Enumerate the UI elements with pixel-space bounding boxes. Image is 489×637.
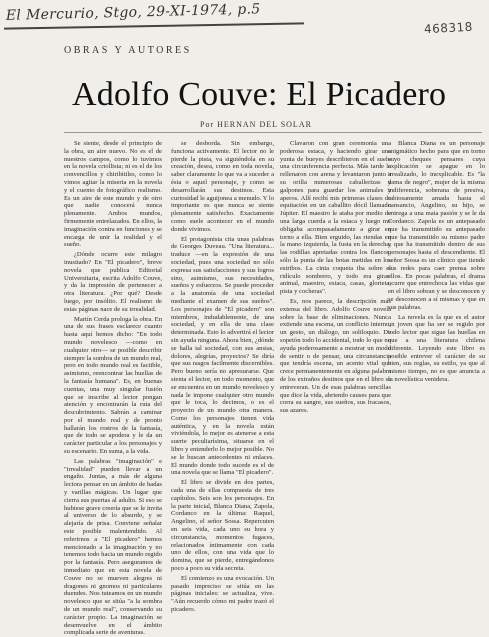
paragraph: Las palabras "imaginación" e "irrealidad" pueden llevar a un engaño. Juntas, a más de alguna lectora pensar en un ámbito de hadas y varillas mágicas. Un lugar que cierra sus puertas al adulto. Si eso se hubiese grave creería que se le invita al universo de lo absurdo, y se alejaría de prisa. Conviene señalar este posible malentendido. Al referirnos a "El picadero" hemos mencionado a la imaginación y no tenemos todo hacia un mundo regido por la fantasía. Pero aseguramos de inmediato que en esta novela de Couve no se mueven alegres ni dragones ni gnomos ni particulares duendes. Nos tuteamos en un mundo novelesco que se sitúa "a la sombra de un mundo real", conservando su carácter propio. La imaginación se desenvuelve en el ámbito complicada serie de aventuras. xyxy=(64,457,162,637)
article-column-4 xyxy=(388,140,485,600)
handwritten-source-note: El Mercurio, Stgo, 29-XI-1974, p.5 xyxy=(5,1,261,24)
paragraph: ¿Dónde ocurre este milagro inusitado? En "El picadero", breve novela que publica Editorial Universitaria, escrita Adolfo Couve, y da la impresión de pertenecer a otra literatura. ¿Por qué? Desde luego, por insólito. El realismo de estas páginas nace de su irrealidad. xyxy=(64,251,162,313)
article-byline: Por HERNAN DEL SOLAR xyxy=(200,120,312,129)
article-column-2 xyxy=(171,140,274,614)
article-column-1 xyxy=(64,140,162,637)
paragraph: Es, nos parece, la descripción más extensa del libro. Adolfo Couve novela sobre la base de eliminaciones. Nunca extiende una escena, un conflicto interno, un gesto, un diálogo, un soliloquio. De sopetón todo lo accidental, todo lo que no ayuda poderosamente a mostrar un modo de sentir o de pensar, una circunstancia que tendría escena, un acento vital que crece permanentemente en alguna palabra de los extraños destinos que en el libro se entreveran. Un de esas palabras sencillas que dice la vida, abriendo causes para que corra su sangre, sus sueños, sus fracasos, sus azares. xyxy=(280,297,391,415)
article-column-3 xyxy=(280,140,391,600)
paragraph: Martín Cerda prologa la obra. En una de sus frases esclarece cuanto hasta aquí hemos dicho: "En todo mundo novelesco —como en cualquier otro— se posible describir siempre la sombra de un mundo real, pero en todo mundo real es factible, asimismo, reencontrar las huellas de la fantasía humana". Es, en buenas cuentas, una muy singular fusión que se inscribe al lector pongan atención y encontrarán la ruta del descubrimiento. Sabrán a caminar por el mundo real y de pronto hallarán los rostros de la fantasía, que de todo se apodera y le da un carácter particular a los personajes y su escenario. En suma, a la vida. xyxy=(64,315,162,456)
paragraph: El comienzo es una evocación. Un pasado impreciso se sitúa en las páginas iniciales: se actualiza, vive. "Aún recuerdo cómo mi padre trazó el picadero. xyxy=(171,574,274,614)
archive-number-stamp: 468318 xyxy=(423,19,474,37)
title-divider xyxy=(64,132,482,133)
paragraph: Se siente, desde el principio de la obra, un aire nuevo. No es el de nuestros campos, como lo tuvimos en la novela criollista; ni es el de los convencillos y chiribitiles, como lo vimos agitar la miseria en la novela y el cuento de fotográfico realismo. Es un aire de este mundo y de otro que nadie conocerá nunca plenamente. Ambos mundos, firmemente entrelazados. En ellos, la imaginación contra en funciones y se encarga de unir la realidad y el sueño. xyxy=(64,140,162,249)
paragraph: La novela es la que es el autor un joven que ha ser se regido por todo lector que sigue las huellas en que a una literatura chilena diferente. Leyendo este libro es posible entrever el carácter de su bien, sus reglas, su estilo, ya que al mismo tiempo, no es que anuncia a la novelística venidera. xyxy=(388,313,485,383)
section-label: OBRAS Y AUTORES xyxy=(64,45,192,56)
article-title: Adolfo Couve: El Picadero xyxy=(72,76,447,113)
paragraph: Blanca Diana es un personaje enigmático hecho para que en torno suyo cheques pensares cuya explicación se apague en lo irrealizado, lo inexplicable. Es "la dama de negro", mujer de la misma indiferencia, soberana de presiva, rabiosamente amada hasta el cansancio, Angelino, su hijo, se entrega a una maia pasión y se le da Cordanco. Zapola es un antepasado que ha transmitido su antepasado que ha transmitido su mismo padre y que ha transmitido dentro de sus personajes hasta el descendiente. El señor Sossa es un clínico que tiende sus redes para caer prensa sobre ellos. En pocas palabras, el drama ocurre que entrechoca las vidas que en el libro sobran y se desconocen y se desconocen a sí mismas y que en sus palabras. xyxy=(388,140,485,311)
paragraph: El libro se divide en dos partes, cada una de ellas compuesta de tres capítulos. Seis son los personajes. En la parte inicial, Blanca Diana, Zapola, Cordanco en la última: Raquel, Angelino, el señor Sossa. Repercuten en seis vida, cada uno su hora y circunstancia, momentos fugaces, relacionados íntimamente con cada uno de ellos, con una vida que lo domina, que se pierde, entregándonos poco a poco su vida secreta. xyxy=(171,479,274,573)
paragraph: El protagonista cita unas palabras de Georges Duveau. "Una literatura... traduce —en la expresión de una sociedad, pues una sociedad no sólo expresa sus satisfacciones y sus logros sino, asimismo, sus necesidades, sueños y esfuerzos. Se puede proceder a la anatomía de una sociedad mediante el examen de sus sueños". Los personajes de "El picadero" son miembros, indudablemente, de una sociedad, y en ella de una clase determinada. Esto lo advertirá el lector sin ayuda ninguna. Ahora bien, ¿dónde se halla tal sociedad, con sus ansias, dolores, alegrías, proyectos? Se diría que sus rasgos facilmente discernibles. Pero bueno sería no apresurarse. Que sienta el lector, en todo momento, que se encuentra en un mundo novelesco y nada le impone cualquier otro mundo que le toca, lo decimos, o es el proyecto de un mundo otra manera. Como los personajes tienen vida auténtica, y en la novela están viviéndola, lo mejor es atenerse a esta suerte peculiarísima, situarse en el libro y entenderlo lo mejor posible. No se le buscan antecedentes ni enlaces. El mundo donde todo sucede es el de una novela que se llama "El picadero". xyxy=(171,235,274,477)
paragraph: se desborda. Sin embargo, funciona activamente. El lector no le pierde la pista, va siguiéndola en su creación, desea, como en toda novela, saber claramente lo que va a suceder a ésta o aquel personaje, y como se desarrollarán sus destinos. Esta curiosidad le aguijonea a menudo. Y lo importante es que nunca se siente plenamente satisfecho. Exactamente como suele acontecer en el mundo donde vivimos. xyxy=(171,140,274,233)
paragraph: Clavaron con gran ceremonia una poderosa estaca, y haciendo girar una yunta de bueyes describieron en el suelo una circunferencia perfecta. Más tarde la rellenaron con arena y levantaron junto a su orilla numerosas caballerizas y galpones para guardar los animales y aperos. Allí recibí mis primeras clases de equitación en un caballito dócil llamado Júpiter. El maestro le ataba por medio de una larga cuerda a la estaca y luego me obligaba acompasadamente a girar en torno a ella. Bien erguido, las riendas en la mano izquierda, la fusta en la derecha, las rodillas apretadas contra los flancos, sólo la punta de las botas metidas en los estribos. La cinta coqueta iba sobre el ridículo sombrero, y todo era girar: animal, maestro, estaca, casas, glorieta, pista y cocheras". xyxy=(280,140,391,296)
